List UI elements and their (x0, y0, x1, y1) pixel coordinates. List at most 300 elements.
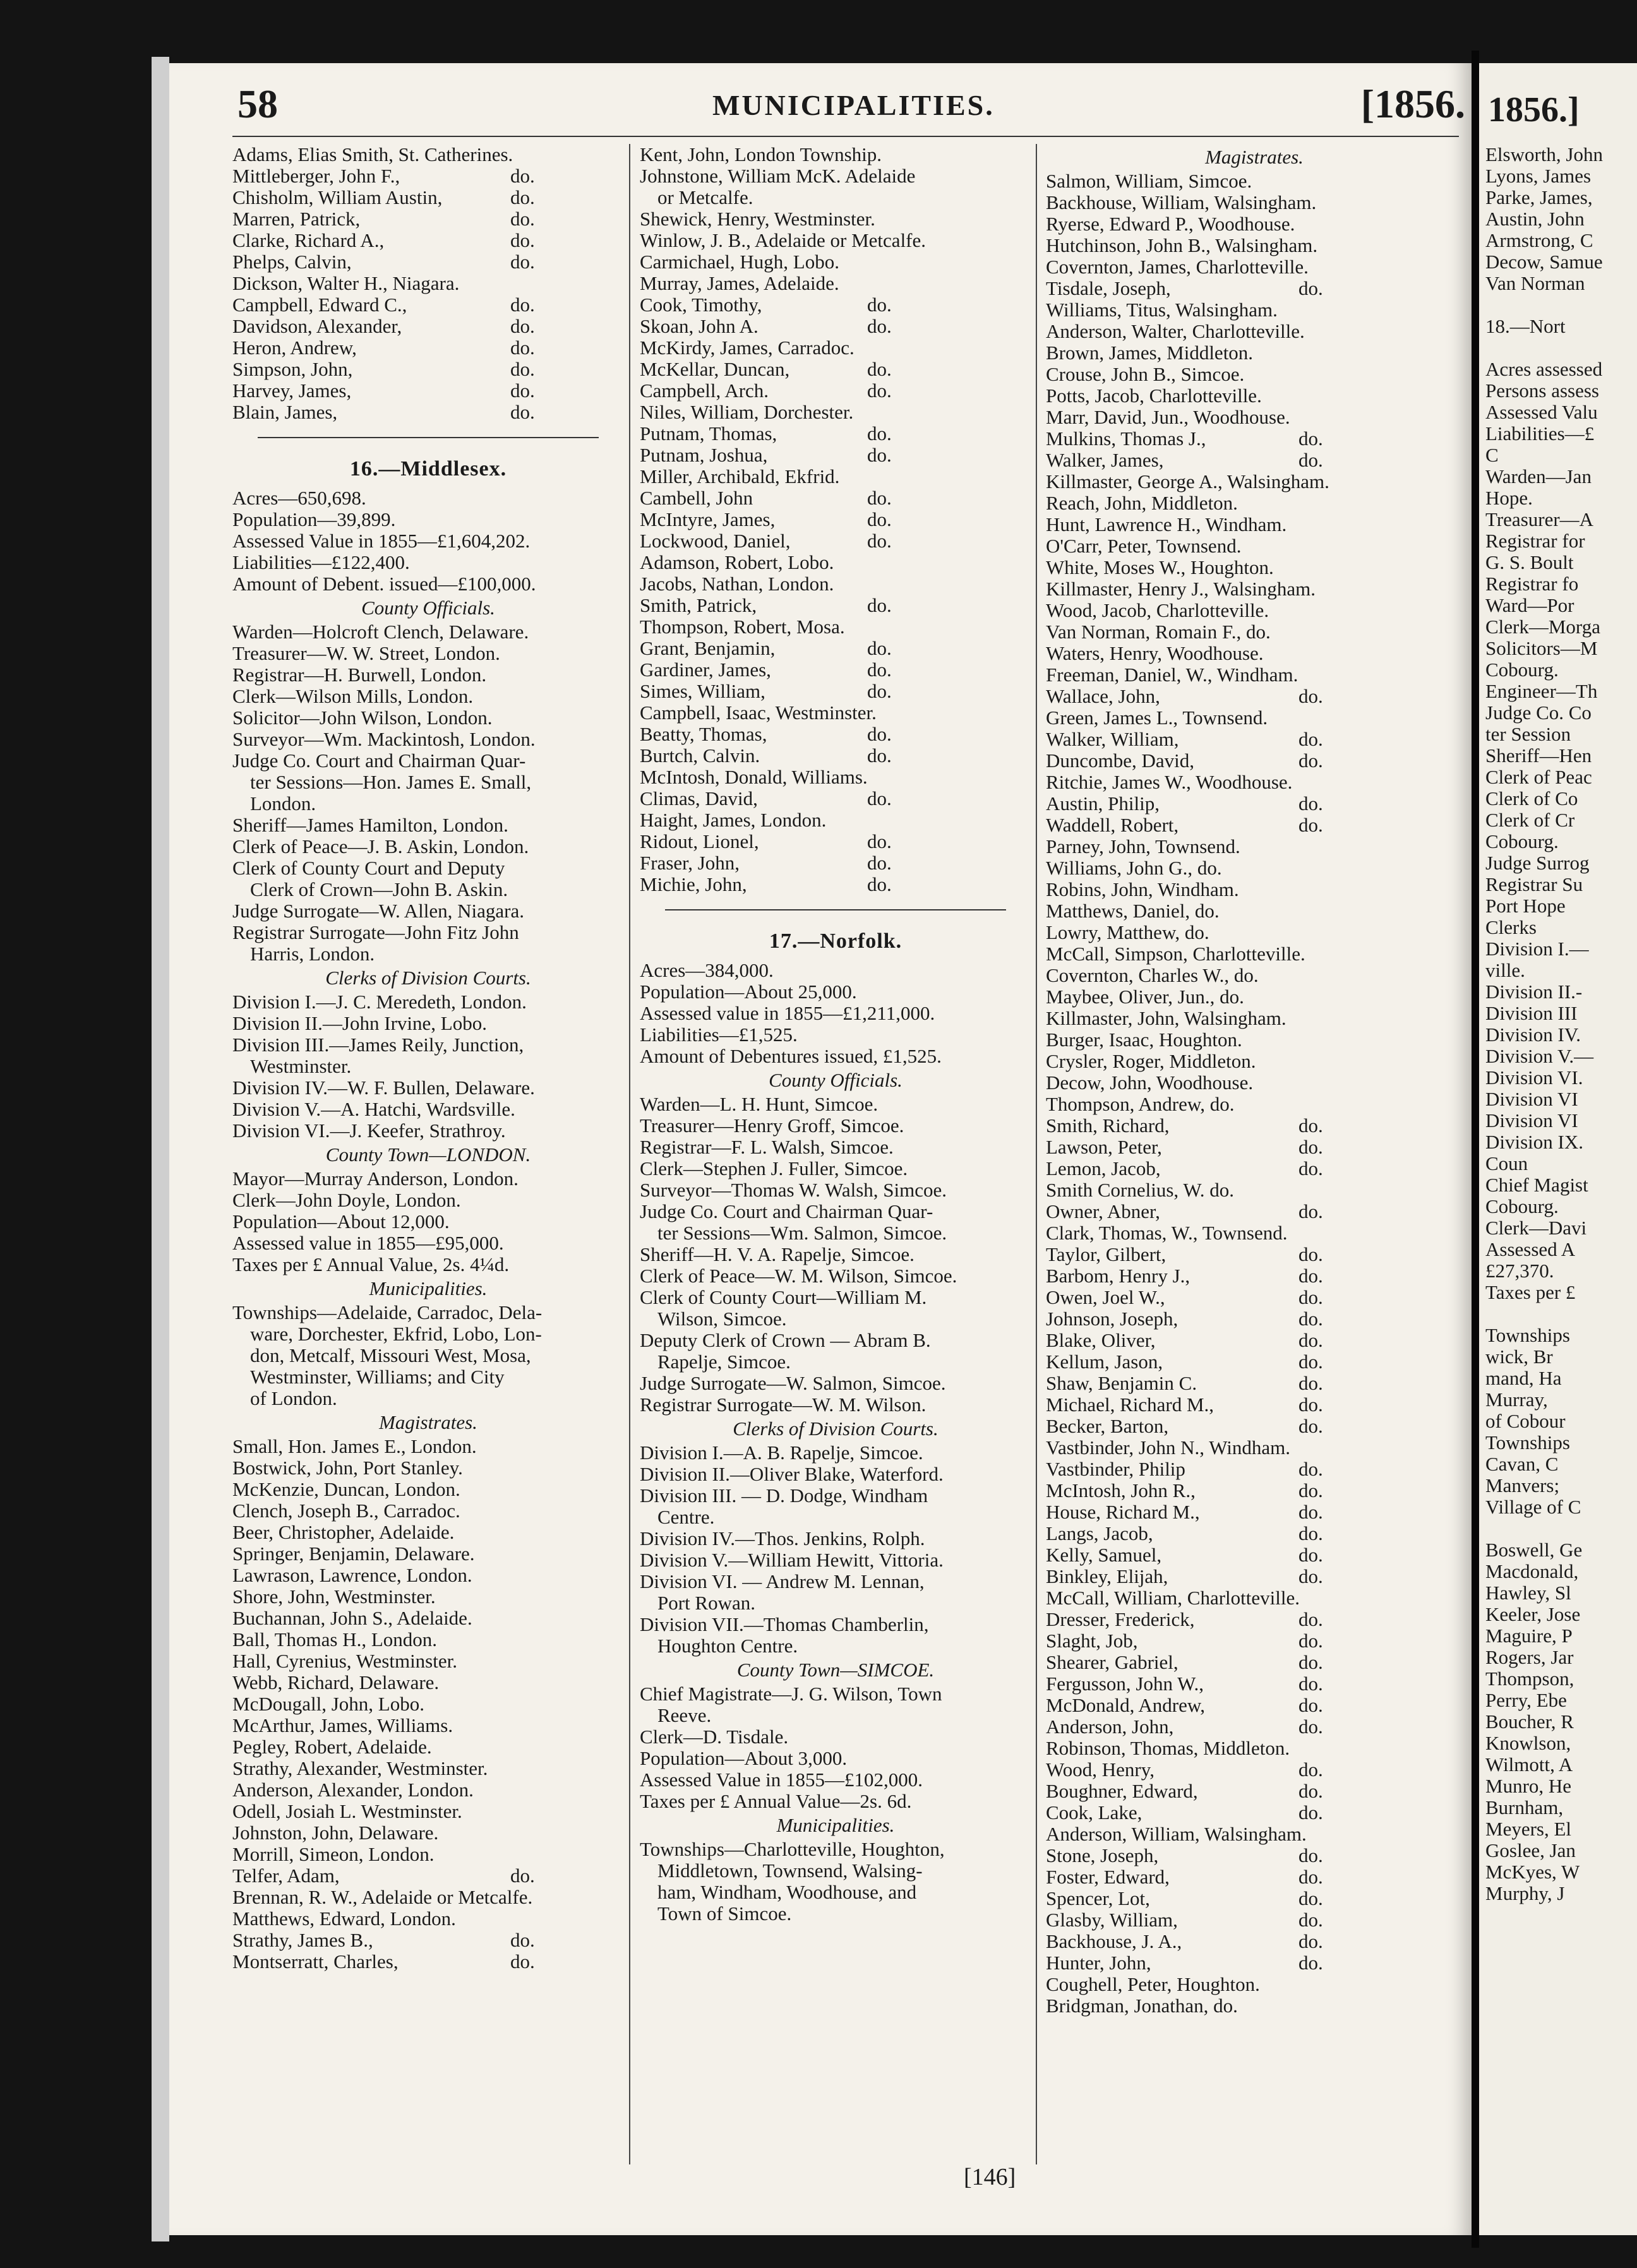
entry-line (1046, 750, 1463, 772)
entry-line (640, 638, 1031, 659)
entry-text: Tisdale, Joseph, (1046, 277, 1171, 299)
subheading: Municipalities. (369, 1277, 488, 1299)
entry-text: Division VII.—Thomas Chamberlin, (640, 1613, 929, 1635)
right-page-line: Registrar fo (1485, 573, 1579, 595)
right-page-line: Parke, James, (1485, 186, 1593, 208)
entry-text: Miller, Archibald, Ekfrid. (640, 465, 840, 487)
ditto-mark: do. (867, 830, 892, 852)
right-page-line: Decow, Samue (1485, 251, 1603, 273)
right-page-line: £27,370. (1485, 1260, 1554, 1282)
entry-text: Lawrason, Lawrence, London. (232, 1564, 472, 1586)
entry-line (1046, 600, 1463, 621)
right-page-line: Cobourg. (1485, 830, 1559, 852)
entry-line (232, 1887, 624, 1908)
column-divider (1036, 144, 1037, 2164)
ditto-mark: do. (867, 487, 892, 509)
entry-line (1046, 364, 1463, 385)
entry-continuation: Town of Simcoe. (657, 1902, 792, 1925)
right-page-line: Division III (1485, 1002, 1578, 1024)
entry-text: Anderson, John, (1046, 1716, 1174, 1738)
entry-text: Parney, John, Townsend. (1046, 835, 1240, 857)
entry-line (232, 815, 624, 836)
right-page-header: 1856.] (1488, 90, 1580, 129)
entry-text: Hall, Cyrenius, Westminster. (232, 1650, 457, 1672)
entry-text: Marr, David, Jun., Woodhouse. (1046, 406, 1290, 428)
entry-text: Hunt, Lawrence H., Windham. (1046, 513, 1287, 535)
entry-text: Small, Hon. James E., London. (232, 1435, 477, 1457)
entry-text: Clerk—Stephen J. Fuller, Simcoe. (640, 1157, 908, 1179)
right-page-line: Hawley, Sl (1485, 1582, 1571, 1604)
right-page-line: Austin, John (1485, 208, 1585, 230)
entry-text: McArthur, James, Williams. (232, 1714, 453, 1736)
entry-text: Killmaster, George A., Walsingham. (1046, 470, 1329, 492)
entry-line (232, 1779, 624, 1801)
entry-line (232, 1302, 624, 1323)
entry-text: Decow, John, Woodhouse. (1046, 1071, 1254, 1094)
entry-line (1046, 1823, 1463, 1845)
right-page-line: Cobourg. (1485, 1195, 1559, 1217)
ditto-mark: do. (1298, 749, 1323, 772)
right-page-line: Knowlson, (1485, 1732, 1571, 1754)
entry-text: McCall, William, Charlotteville. (1046, 1587, 1300, 1609)
right-page-line: Murphy, J (1485, 1882, 1565, 1904)
entry-text: Glasby, William, (1046, 1909, 1178, 1931)
right-page-line (1485, 337, 1603, 359)
entry-continuation: ter Sessions—Hon. James E. Small, (250, 771, 532, 793)
right-page-line (1485, 1518, 1603, 1539)
entry-text: Binkley, Elijah, (1046, 1565, 1168, 1587)
entry-line (1046, 578, 1463, 600)
right-page-line: Lyons, James (1485, 165, 1592, 187)
entry-text: Division III.—James Reily, Junction, (232, 1034, 524, 1056)
entry-text: O'Carr, Peter, Townsend. (1046, 535, 1242, 557)
entry-text: Gardiner, James, (640, 659, 771, 681)
ditto-mark: do. (867, 873, 892, 895)
ditto-mark: do. (510, 379, 535, 402)
entry-line (640, 1024, 1031, 1046)
right-page-line: Cavan, C (1485, 1453, 1559, 1475)
entry-line (1046, 1308, 1463, 1330)
entry-line (640, 1158, 1031, 1179)
entry-line (1046, 943, 1463, 965)
entry-line (1046, 492, 1463, 514)
section-rule (258, 437, 599, 438)
right-page-line: Clerk—Morga (1485, 616, 1600, 638)
entry-text: Fraser, John, (640, 852, 740, 874)
entry-line (1046, 321, 1463, 342)
entry-text: Marren, Patrick, (232, 208, 361, 230)
ditto-mark: do. (867, 294, 892, 316)
entry-text: Registrar—H. Burwell, London. (232, 664, 487, 686)
entry-line (232, 1629, 624, 1650)
entry-line (640, 767, 1031, 788)
entry-line (1046, 1759, 1463, 1781)
subheading: Municipalities. (776, 1814, 895, 1836)
entry-line (232, 1500, 624, 1522)
right-page-line: Clerk of Peac (1485, 766, 1592, 788)
right-page-line: Persons assess (1485, 379, 1599, 402)
entry-line (232, 1543, 624, 1565)
entry-continuation: or Metcalfe. (657, 186, 753, 208)
entry-line (640, 530, 1031, 552)
entry-text: Pegley, Robert, Adelaide. (232, 1736, 432, 1758)
ditto-mark: do. (510, 251, 535, 273)
entry-line (1046, 1888, 1463, 1909)
entry-text: Liabilities—£1,525. (640, 1024, 798, 1046)
right-page-line: Village of C (1485, 1496, 1581, 1518)
entry-text: Wood, Henry, (1046, 1758, 1154, 1781)
right-page-line: Registrar for (1485, 530, 1585, 552)
entry-line (232, 991, 624, 1013)
entry-line (1046, 1051, 1463, 1072)
entry-text: Adams, Elias Smith, St. Catherines. (232, 143, 513, 165)
entry-text: Vastbinder, Philip (1046, 1458, 1185, 1480)
right-page-line (1485, 294, 1603, 316)
entry-text: White, Moses W., Houghton. (1046, 556, 1274, 578)
entry-line (1046, 922, 1463, 943)
entry-line (232, 1650, 624, 1672)
entry-text: Ryerse, Edward P., Woodhouse. (1046, 213, 1295, 235)
right-page-line: Liabilities—£ (1485, 422, 1595, 445)
entry-line (640, 144, 1031, 165)
entry-line (640, 702, 1031, 724)
entry-text: Wood, Jacob, Charlotteville. (1046, 599, 1269, 621)
entry-line (232, 1951, 624, 1973)
entry-text: Backhouse, J. A., (1046, 1930, 1182, 1952)
section-rule (665, 909, 1006, 910)
entry-line (232, 1077, 624, 1099)
entry-line (232, 729, 624, 750)
entry-text: Wallace, John, (1046, 685, 1160, 707)
entry-line (232, 1034, 624, 1056)
entry-text: Smith Cornelius, W. do. (1046, 1179, 1234, 1201)
entry-text: McIntosh, Donald, Williams. (640, 766, 868, 788)
entry-text: Webb, Richard, Delaware. (232, 1671, 440, 1693)
ditto-mark: do. (1298, 1909, 1323, 1931)
entry-line (1046, 772, 1463, 793)
column-3 (1046, 144, 1463, 2017)
entry-text: Niles, William, Dorchester. (640, 401, 854, 423)
entry-text: Jacobs, Nathan, London. (640, 573, 834, 595)
entry-line (1046, 1802, 1463, 1823)
right-page-line: Port Hope (1485, 895, 1566, 917)
entry-text: Phelps, Calvin, (232, 251, 352, 273)
entry-line (232, 1479, 624, 1500)
ditto-mark: do. (867, 508, 892, 530)
entry-line (640, 1485, 1031, 1507)
right-page-line: Manvers; (1485, 1474, 1560, 1496)
entry-continuation: Reeve. (657, 1704, 712, 1726)
entry-line (1046, 1501, 1463, 1523)
entry-text: Townships—Adelaide, Carradoc, Dela- (232, 1301, 543, 1323)
entry-text: Chisholm, William Austin, (232, 186, 443, 208)
column-2 (640, 144, 1031, 1925)
entry-text: Robinson, Thomas, Middleton. (1046, 1737, 1290, 1759)
entry-continuation: Wilson, Simcoe. (657, 1308, 787, 1330)
ditto-mark: do. (1298, 1265, 1323, 1287)
entry-line (640, 1330, 1031, 1351)
entry-line (1046, 170, 1463, 192)
entry-line (640, 788, 1031, 809)
entry-text: Slaght, Job, (1046, 1630, 1138, 1652)
entry-text: Coughell, Peter, Houghton. (1046, 1973, 1260, 1995)
ditto-mark: do. (510, 337, 535, 359)
ditto-mark: do. (867, 422, 892, 445)
entry-text: Smith, Richard, (1046, 1114, 1170, 1137)
subheading: Magistrates. (1205, 146, 1304, 168)
column-1 (232, 144, 624, 1973)
entry-text: Campbell, Arch. (640, 379, 769, 402)
ditto-mark: do. (867, 680, 892, 702)
entry-line (1046, 1738, 1463, 1759)
entry-line (1046, 1029, 1463, 1051)
entry-text: Crysler, Roger, Middleton. (1046, 1050, 1256, 1072)
entry-line (232, 750, 624, 772)
entry-text: Blain, James, (232, 401, 338, 423)
right-page-line: Thompson, (1485, 1668, 1574, 1690)
entry-text: Clench, Joseph B., Carradoc. (232, 1500, 460, 1522)
entry-text: Assessed Value in 1855—£1,604,202. (232, 530, 531, 552)
ditto-mark: do. (510, 294, 535, 316)
entry-text: Simes, William, (640, 680, 765, 702)
entry-text: Brown, James, Middleton. (1046, 342, 1254, 364)
ditto-mark: do. (867, 315, 892, 337)
entry-text: Registrar Surrogate—John Fitz John (232, 921, 519, 943)
entry-line (640, 981, 1031, 1003)
entry-continuation: ham, Windham, Woodhouse, and (657, 1881, 917, 1903)
entry-text: Division IV.—W. F. Bullen, Delaware. (232, 1077, 535, 1099)
entry-line (232, 1586, 624, 1608)
entry-text: Campbell, Edward C., (232, 294, 407, 316)
entry-text: Bostwick, John, Port Stanley. (232, 1457, 463, 1479)
entry-text: Waddell, Robert, (1046, 814, 1179, 836)
entry-line (640, 573, 1031, 595)
right-page-line: Division VI. (1485, 1066, 1583, 1089)
entry-line (640, 1839, 1031, 1860)
entry-line (1046, 1244, 1463, 1265)
entry-text: Assessed value in 1855—£95,000. (232, 1232, 504, 1254)
right-page-line: Perry, Ebe (1485, 1689, 1567, 1711)
entry-text: Clerk—John Doyle, London. (232, 1189, 461, 1211)
entry-text: Sheriff—James Hamilton, London. (232, 814, 508, 836)
ditto-mark: do. (1298, 1930, 1323, 1952)
right-page-line: Hope. (1485, 487, 1533, 509)
entry-line (232, 1120, 624, 1142)
entry-text: Brennan, R. W., Adelaide or Metcalfe. (232, 1886, 533, 1908)
entry-line (640, 359, 1031, 380)
ditto-mark: do. (1298, 1114, 1323, 1137)
entry-line (1046, 1330, 1463, 1351)
entry-continuation: Middletown, Townsend, Walsing- (657, 1859, 923, 1882)
right-page-line: ville. (1485, 959, 1525, 981)
ditto-mark: do. (1298, 1522, 1323, 1544)
entry-continuation: London. (250, 792, 316, 815)
entry-text: Stone, Joseph, (1046, 1844, 1159, 1866)
entry-text: Clerk of Peace—W. M. Wilson, Simcoe. (640, 1265, 957, 1287)
entry-text: Division II.—Oliver Blake, Waterford. (640, 1463, 944, 1485)
entry-line (1046, 965, 1463, 986)
entry-line (640, 852, 1031, 874)
entry-text: Clarke, Richard A., (232, 229, 385, 251)
entry-line (1046, 428, 1463, 450)
entry-text: Simpson, John, (232, 358, 353, 380)
right-page-line: Clerk of Cr (1485, 809, 1575, 831)
entry-text: Blake, Oliver, (1046, 1329, 1156, 1351)
entry-text: McDougall, John, Lobo. (232, 1693, 424, 1715)
ditto-mark: do. (510, 1929, 535, 1951)
ditto-mark: do. (510, 1865, 535, 1887)
right-page-column (1485, 144, 1603, 1904)
entry-text: Robins, John, Windham. (1046, 878, 1239, 900)
entry-text: Van Norman, Romain F., do. (1046, 621, 1271, 643)
entry-line (640, 337, 1031, 359)
entry-text: Waters, Henry, Woodhouse. (1046, 642, 1264, 664)
entry-line (1046, 1394, 1463, 1416)
entry-line (640, 509, 1031, 530)
entry-line (640, 1244, 1031, 1265)
entry-line (232, 1865, 624, 1887)
ditto-mark: do. (1298, 1372, 1323, 1394)
right-page-line: Boswell, Ge (1485, 1539, 1583, 1561)
entry-line (1046, 1179, 1463, 1201)
entry-line (1046, 1566, 1463, 1587)
entry-text: Burtch, Calvin. (640, 744, 760, 767)
entry-text: Strathy, James B., (232, 1929, 373, 1951)
entry-line (1046, 1909, 1463, 1931)
entry-text: Population—About 3,000. (640, 1747, 848, 1769)
entry-line (1046, 1201, 1463, 1222)
ditto-mark: do. (1298, 1351, 1323, 1373)
entry-text: Green, James L., Townsend. (1046, 707, 1268, 729)
entry-text: Michael, Richard M., (1046, 1394, 1214, 1416)
right-page-line: Division IX. (1485, 1131, 1583, 1153)
entry-text: Montserratt, Charles, (232, 1950, 399, 1973)
ditto-mark: do. (1298, 1458, 1323, 1480)
entry-text: McIntosh, John R., (1046, 1479, 1196, 1501)
subheading: County Town—SIMCOE. (736, 1659, 935, 1681)
entry-text: Deputy Clerk of Crown — Abram B. (640, 1329, 931, 1351)
entry-text: Kent, John, London Township. (640, 143, 882, 165)
entry-line (1046, 729, 1463, 750)
right-page-line: Treasurer—A (1485, 508, 1594, 530)
ditto-mark: do. (510, 315, 535, 337)
entry-text: McIntyre, James, (640, 508, 776, 530)
entry-text: Hunter, John, (1046, 1952, 1151, 1974)
ditto-mark: do. (1298, 814, 1323, 836)
entry-line (640, 380, 1031, 402)
ditto-mark: do. (1298, 1780, 1323, 1802)
entry-text: Spencer, Lot, (1046, 1887, 1150, 1909)
entry-line (640, 745, 1031, 767)
entry-line (640, 1373, 1031, 1394)
entry-text: Chief Magistrate—J. G. Wilson, Town (640, 1683, 942, 1705)
entry-line (232, 1168, 624, 1190)
right-page-line: Burnham, (1485, 1796, 1564, 1818)
entry-line (232, 857, 624, 879)
entry-text: Springer, Benjamin, Delaware. (232, 1543, 475, 1565)
entry-line (640, 1769, 1031, 1791)
entry-text: Maybee, Oliver, Jun., do. (1046, 986, 1244, 1008)
entry-line (1046, 1480, 1463, 1501)
right-page-line: Division IV. (1485, 1024, 1581, 1046)
entry-line (640, 316, 1031, 337)
entry-text: Hutchinson, John B., Walsingham. (1046, 234, 1318, 256)
right-page-line: Assessed Valu (1485, 401, 1598, 423)
right-page-line: McKyes, W (1485, 1861, 1580, 1883)
entry-text: Kelly, Samuel, (1046, 1544, 1162, 1566)
entry-continuation: Rapelje, Simcoe. (657, 1351, 791, 1373)
right-page-line: Wilmott, A (1485, 1753, 1573, 1776)
entry-text: Anderson, Walter, Charlotteville. (1046, 320, 1305, 342)
entry-text: Registrar—F. L. Walsh, Simcoe. (640, 1136, 894, 1158)
entry-text: Heron, Andrew, (232, 337, 357, 359)
entry-text: Putnam, Thomas, (640, 422, 777, 445)
entry-line (232, 573, 624, 595)
entry-line (1046, 1866, 1463, 1888)
entry-text: Odell, Josiah L. Westminster. (232, 1800, 462, 1822)
ditto-mark: do. (867, 787, 892, 809)
entry-line (1046, 342, 1463, 364)
entry-line (1046, 1652, 1463, 1673)
entry-text: Shaw, Benjamin C. (1046, 1372, 1197, 1394)
entry-line (640, 659, 1031, 681)
entry-text: Amount of Debent. issued—£100,000. (232, 573, 536, 595)
entry-text: Beatty, Thomas, (640, 723, 767, 745)
entry-line (640, 595, 1031, 616)
entry-continuation: Centre. (657, 1506, 715, 1528)
entry-line (1046, 1351, 1463, 1373)
entry-text: Thompson, Robert, Mosa. (640, 616, 845, 638)
entry-line (1046, 836, 1463, 857)
entry-line (232, 1522, 624, 1543)
entry-text: Taylor, Gilbert, (1046, 1243, 1166, 1265)
entry-line (640, 552, 1031, 573)
entry-text: Buchannan, John S., Adelaide. (232, 1607, 472, 1629)
entry-line (640, 1394, 1031, 1416)
entry-line (1046, 1459, 1463, 1480)
right-page-line: Elsworth, John (1485, 143, 1603, 165)
entry-text: Harvey, James, (232, 379, 352, 402)
entry-text: Judge Surrogate—W. Allen, Niagara. (232, 900, 525, 922)
right-page-line: Judge Co. Co (1485, 701, 1592, 724)
entry-line (1046, 213, 1463, 235)
entry-line (1046, 1072, 1463, 1094)
entry-line (232, 922, 624, 943)
entry-line (640, 1003, 1031, 1024)
entry-line (1046, 1265, 1463, 1287)
entry-text: Surveyor—Wm. Mackintosh, London. (232, 728, 536, 750)
entry-line (232, 359, 624, 380)
ditto-mark: do. (1298, 1866, 1323, 1888)
right-page-line: Clerks (1485, 916, 1537, 938)
entry-line (1046, 857, 1463, 879)
entry-text: Potts, Jacob, Charlotteville. (1046, 385, 1262, 407)
entry-line (1046, 1158, 1463, 1179)
entry-text: Clerk of County Court and Deputy (232, 857, 505, 879)
entry-line (640, 466, 1031, 487)
entry-text: Thompson, Andrew, do. (1046, 1093, 1235, 1115)
entry-line (640, 831, 1031, 852)
entry-line (232, 1822, 624, 1844)
entry-line (232, 1672, 624, 1693)
right-page-line: Coun (1485, 1152, 1528, 1174)
entry-line (232, 1930, 624, 1951)
ditto-mark: do. (1298, 1758, 1323, 1781)
entry-line (640, 1464, 1031, 1485)
right-page-line: Armstrong, C (1485, 229, 1593, 251)
entry-line (640, 273, 1031, 294)
entry-text: Anderson, Alexander, London. (232, 1779, 474, 1801)
